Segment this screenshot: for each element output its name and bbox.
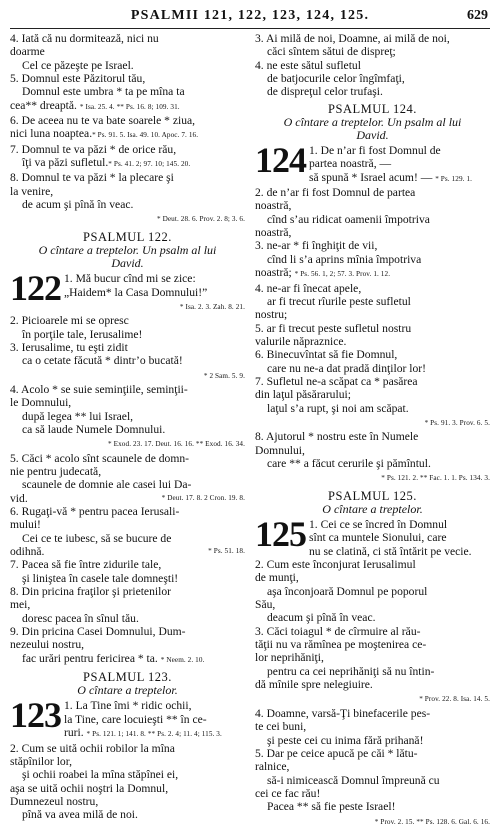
verse-line: 5. Căci * acolo sînt scaunele de domn-	[10, 451, 190, 465]
verse-line: 7. Sufletul ne-a scăpat ca * pasărea	[255, 374, 418, 388]
verse-line: Său,	[255, 598, 276, 612]
verse-line: Cel ce păzeşte pe Israel.	[22, 58, 134, 72]
verse-line: 2. Cum se uită ochii robilor la mîna	[10, 741, 175, 755]
cross-reference-line	[255, 415, 490, 430]
cross-reference: * Neem. 2. 10.	[160, 655, 205, 664]
verse-line: Dumnezeul nostru,	[10, 794, 99, 808]
verse-line: dă mînile spre nelegiuire.	[255, 678, 373, 692]
text-columns	[10, 32, 490, 829]
cross-reference: * Ps. 121. 1; 141. 8. ** Ps. 2. 4; 11. 4; 115. 3.	[86, 730, 222, 739]
running-title: PSALMII 121, 122, 123, 124, 125.	[130, 8, 370, 23]
verse-line: care ** a făcut cerurile şi pămîntul.	[267, 456, 431, 470]
verse-line: 4. ne-ar fi înecat apele,	[255, 281, 362, 295]
verse-line: aşa înconjoară Domnul pe poporul	[267, 584, 428, 598]
verse-line: 3. ne-ar * fi înghiţit de vii,	[255, 239, 378, 253]
verse-line: ralnice,	[255, 760, 290, 774]
cross-reference: * Ps. 129. 1.	[435, 174, 473, 183]
verse-line: noastră,	[255, 226, 292, 240]
verse-line: ar fi trecut rîurile peste sufletul	[267, 294, 411, 308]
verse-line: 4. ne este sătul sufletul	[255, 58, 361, 72]
verse-line: 6. Rugaţi-vă * pentru pacea Ierusali-	[10, 505, 180, 518]
verse-line: sînt ca muntele Sionului, care	[309, 531, 447, 545]
verse-line: ca să laude Numele Domnului.	[22, 422, 166, 436]
verse-line: lor neprihăniţi,	[255, 651, 324, 665]
cross-reference-line	[255, 470, 490, 485]
verse-line: şi linişteа în casele tale domneşti!	[22, 571, 179, 585]
verse-line: noastră,	[255, 199, 292, 213]
verse-line: le Domnului,	[10, 396, 72, 410]
verse-line: de dispreţul celor trufaşi.	[267, 85, 383, 99]
verse-line: Domnul este umbra * ta pe mîna ta	[22, 85, 185, 99]
verse-line: 3. Căci toiagul * de cîrmuire al rău-	[255, 624, 421, 638]
verse-line: mei,	[10, 598, 31, 612]
verse-line: „Haidem* la Casa Domnului!”	[64, 285, 208, 299]
verse-text: ruri.	[64, 726, 84, 740]
cross-reference: * Deut. 28. 6. Prov. 2. 8; 3. 6.	[157, 215, 245, 224]
psalm-number-drop-cap: 123	[10, 695, 61, 736]
page-header	[10, 6, 490, 29]
verse-line: 4. Acolo * se suie seminţiile, seminţii-	[10, 382, 188, 396]
verse-line: 7. Domnul te va păzi * de orice rău,	[10, 142, 177, 156]
verse-line: laţul s’a rupt, şi noi am scăpat.	[267, 401, 409, 415]
verse-line: 3. Ai milă de noi, Doamne, ai milă de noi,	[255, 32, 450, 45]
verse-line: 2. de n’ar fi fost Domnul de partea	[255, 186, 416, 200]
psalm-122-subtitle-cont: David.	[111, 256, 144, 271]
verse-line: 5. Dar pe ceice apucă pe căi * lătu-	[255, 746, 418, 760]
verse-line: 1. De n’ar fi fost Domnul de	[309, 144, 441, 158]
verse-line: Cei ce te iubesc, să se bucure de	[22, 531, 172, 545]
cross-reference-line	[255, 814, 490, 829]
verse-line: 6. Binecuvîntat să fie Domnul,	[255, 348, 398, 362]
verse-line: cei ce fac rău!	[255, 786, 321, 800]
verse-text: fac urări pentru fericirea * ta.	[22, 651, 158, 665]
verse-line: Domnului,	[255, 443, 305, 457]
verse-line	[10, 156, 245, 171]
verse-line: la venire,	[10, 184, 54, 198]
verse-line: pînă va avea milă de noi.	[22, 808, 138, 822]
verse-line: valurile năpraznice.	[255, 334, 347, 348]
psalm-124-subtitle-cont: David.	[356, 128, 389, 143]
verse-line: ca o cetate făcută * dintr’o bucată!	[22, 354, 183, 368]
cross-reference: * Prov. 22. 8. Isa. 14. 5.	[419, 695, 490, 704]
psalm-number-drop-cap: 124	[255, 140, 306, 181]
verse-line: 4. Doamne, varsă-Ţi binefacerile pes-	[255, 706, 431, 720]
verse-line	[10, 492, 245, 505]
verse-line: după legea ** lui Israel,	[22, 409, 134, 423]
verse-line: 8. Ajutorul * nostru este în Numele	[255, 430, 419, 444]
verse-line: doarme	[10, 45, 45, 59]
verse-line: doresc pacea în sînul tău.	[22, 611, 139, 625]
verse-line: de acum şi pînă în veac.	[22, 198, 134, 212]
verse-text: nici luna noaptea.	[10, 127, 93, 141]
psalm-124-subtitle: O cîntare a treptelor. Un psalm al lui	[283, 115, 462, 130]
verse-line: 6. De aceea nu te va bate soarele * ziua,	[10, 114, 196, 128]
verse-text: îţi va păzi sufletul.	[22, 156, 109, 170]
verse-line	[10, 545, 245, 558]
verse-line: nezeului nostru,	[10, 638, 85, 652]
psalm-123-subtitle: O cîntare a treptelor.	[77, 683, 178, 698]
verse-line: 8. Din pricina fraţilor şi prietenilor	[10, 585, 171, 599]
verse-line: 7. Pacea să fie între zidurile tale,	[10, 558, 162, 572]
cross-reference-line	[255, 691, 490, 706]
verse-line	[10, 127, 245, 142]
verse-line: 2. Cum este înconjurat Ierusalimul	[255, 558, 416, 572]
verse-text: să spună * Israel acum! —	[309, 170, 433, 184]
psalm-number-drop-cap: 125	[255, 514, 306, 554]
cross-reference: * Exod. 23. 17. Deut. 16. 16. ** Exod. 16. 34.	[108, 440, 245, 449]
verse-line: 1. Mă bucur cînd mi se zice:	[64, 272, 196, 286]
verse-text: cea** dreaptă.	[10, 98, 77, 112]
verse-line: de munţi,	[255, 571, 299, 585]
verse-line: nu se clatină, ci stă întărit pe vecie.	[309, 544, 472, 558]
cross-reference: * Ps. 51. 18.	[208, 547, 245, 556]
cross-reference: * Ps. 41. 2; 97. 10; 145. 20.	[108, 160, 191, 169]
verse-line: cînd s’au ridicat oamenii împotriva	[267, 212, 430, 226]
verse-line	[10, 652, 245, 667]
verse-line: stăpînilor lor,	[10, 754, 73, 768]
verse-line: şi ochii roabei la mîna stăpînei ei,	[22, 768, 179, 782]
verse-line: aşa se uită ochii noştri la Domnul,	[10, 781, 169, 795]
verse-line: 9. Din pricina Casei Domnului, Dum-	[10, 625, 186, 639]
cross-reference-line	[10, 436, 245, 451]
verse-line: deacum şi pînă în veac.	[267, 611, 376, 625]
verse-line	[10, 99, 245, 114]
verse-line: 3. Ierusalime, tu eşti zidit	[10, 340, 128, 354]
verse-line	[255, 266, 490, 281]
right-column	[255, 32, 490, 829]
verse-line: nostru;	[255, 308, 288, 322]
verse-line: la Tine, care locuieşti ** în ce-	[64, 712, 207, 726]
verse-line: partea noastră, —	[309, 157, 392, 171]
verse-line: Pacea ** să fie peste Israel!	[267, 800, 396, 814]
verse-line: mului!	[10, 518, 41, 532]
psalm-124-heading: PSALMUL 124.	[328, 101, 417, 116]
verse-line: 1. Cei ce se încred în Domnul	[309, 518, 448, 531]
verse-line: căci sîntem sătui de dispreţ;	[267, 45, 396, 59]
verse-line: cînd li s’a aprins mînia împotriva	[267, 252, 422, 266]
psalm-122-subtitle: O cîntare a treptelor. Un psalm al lui	[38, 243, 217, 258]
cross-reference: * 2 Sam. 5. 9.	[203, 371, 245, 380]
left-column	[10, 32, 245, 829]
psalm-125-subtitle: O cîntare a treptelor.	[322, 502, 423, 516]
cross-reference-line	[10, 368, 245, 383]
verse-line: şi peste cei cu inima fără prihană!	[267, 733, 424, 747]
verse-line: din laţul păsărarului;	[255, 388, 351, 402]
page-number: 629	[467, 8, 488, 23]
verse-line: 8. Domnul te va păzi * la plecare şi	[10, 171, 174, 185]
cross-reference: * Isa. 2. 3. Zah. 8. 21.	[179, 302, 245, 311]
cross-reference-line	[10, 211, 245, 226]
verse-line: scaunele de domnie ale casei lui Da-	[22, 478, 192, 492]
verse-line: 2. Picioarele mi se opresc	[10, 314, 129, 328]
verse-line: care nu ne-a dat pradă dinţilor lor!	[267, 361, 427, 375]
cross-reference: * Isa. 25. 4. ** Ps. 16. 8; 109. 31.	[79, 102, 180, 111]
verse-line: în porţile tale, Ierusalime!	[22, 327, 143, 341]
cross-reference: * Ps. 91. 5. Isa. 49. 10. Apoc. 7. 16.	[92, 131, 199, 140]
verse-line: să-i nimicească Domnul împreună cu	[267, 773, 440, 787]
verse-line: pentru ca cei neprihăniţi să nu întin-	[267, 664, 435, 678]
psalm-125-heading: PSALMUL 125.	[328, 488, 417, 503]
verse-text: noastră;	[255, 266, 292, 280]
psalm-122-heading: PSALMUL 122.	[83, 229, 172, 244]
cross-reference: * Deut. 17. 8. 2 Cron. 19. 8.	[161, 493, 245, 502]
psalm-number-drop-cap: 122	[10, 268, 61, 309]
cross-reference: * Prov. 2. 15. ** Ps. 128. 6. Gal. 6. 16.	[374, 817, 490, 826]
verse-line: 4. Iată că nu dormitează, nici nu	[10, 32, 159, 45]
verse-text: odihnă.	[10, 545, 45, 559]
cross-reference: * Ps. 91. 3. Prov. 6. 5.	[424, 418, 490, 427]
cross-reference: * Ps. 121. 2. ** Fac. 1. 1. Ps. 134. 3.	[381, 474, 490, 483]
verse-line: te cei buni,	[255, 720, 307, 734]
psalm-123-heading: PSALMUL 123.	[83, 670, 172, 685]
verse-line: de batjocurile celor îngîmfaţi,	[267, 72, 405, 86]
verse-text: vid.	[10, 491, 28, 505]
verse-line: nie pentru judecată,	[10, 464, 102, 478]
verse-line: 5. ar fi trecut peste sufletul nostru	[255, 321, 412, 335]
verse-line: tăţii nu va rămînea pe moştenirea ce-	[255, 638, 427, 652]
verse-line: 5. Domnul este Păzitorul tău,	[10, 72, 146, 86]
verse-line: 1. La Tine îmi * ridic ochii,	[64, 699, 192, 713]
cross-reference: * Ps. 56. 1, 2; 57. 3. Prov. 1. 12.	[294, 270, 391, 279]
